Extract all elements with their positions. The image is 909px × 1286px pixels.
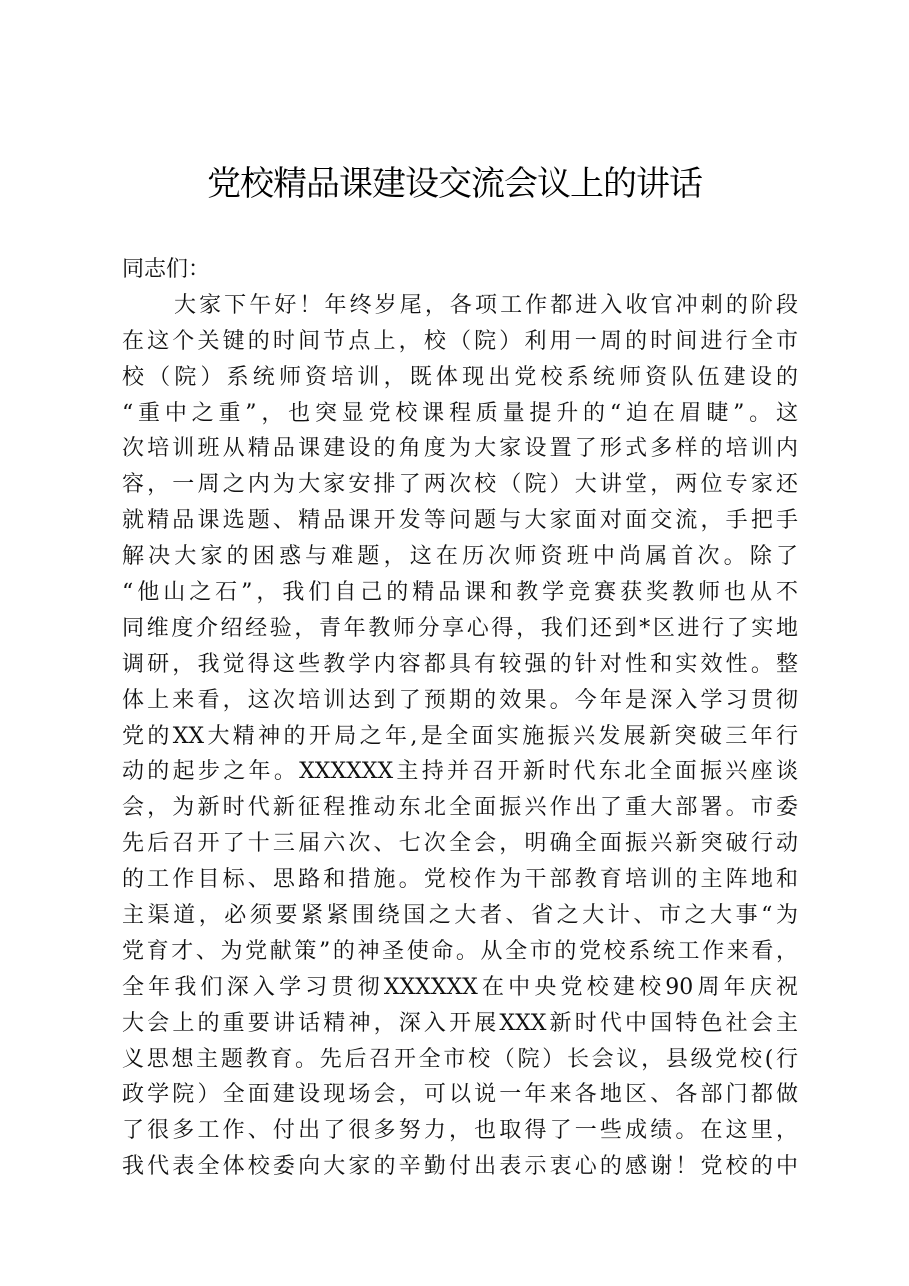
- document-body: [122, 252, 798, 1185]
- paragraph-line: 的工作目标、思路和措施。党校作为干部教育培训的主阵地和: [122, 867, 798, 893]
- salutation: 同志们：: [122, 257, 211, 282]
- paragraph-line: 会，为新时代新征程推动东北全面振兴作出了重大部署。市委: [122, 795, 798, 821]
- paragraph-line: 党育才、为党献策”的神圣使命。从全市的党校系统工作来看，: [122, 938, 798, 964]
- paragraph-line: 体上来看，这次培训达到了预期的效果。今年是深入学习贯彻: [122, 687, 798, 713]
- paragraph-line: 在这个关键的时间节点上，校（院）利用一周的时间进行全市: [122, 328, 798, 354]
- paragraph-line: 大家下午好！年终岁尾，各项工作都进入收官冲刺的阶段: [174, 292, 798, 318]
- paragraph-line: 同维度介绍经验，青年教师分享心得，我们还到*区进行了实地: [122, 615, 798, 641]
- paragraph-line: 政学院）全面建设现场会，可以说一年来各地区、各部门都做: [122, 1082, 798, 1108]
- paragraph-line: 动的起步之年。XXXXXX主持并召开新时代东北全面振兴座谈: [122, 759, 798, 785]
- paragraph-line: 就精品课选题、精品课开发等问题与大家面对面交流，手把手: [122, 508, 798, 534]
- paragraph-line: 次培训班从精品课建设的角度为大家设置了形式多样的培训内: [122, 436, 798, 462]
- document-title: 党校精品课建设交流会议上的讲话: [207, 164, 702, 204]
- paragraph-line: 全年我们深入学习贯彻XXXXXX在中央党校建校90周年庆祝: [122, 974, 798, 1000]
- paragraph-line: 了很多工作、付出了很多努力，也取得了一些成绩。在这里，: [122, 1118, 798, 1144]
- paragraph-line: 义思想主题教育。先后召开全市校（院）长会议，县级党校(行: [122, 1046, 798, 1072]
- paragraph-line: 校（院）系统师资培训，既体现出党校系统师资队伍建设的: [122, 364, 798, 390]
- paragraph-line: 先后召开了十三届六次、七次全会，明确全面振兴新突破行动: [122, 831, 798, 857]
- paragraph-line: “重中之重”，也突显党校课程质量提升的“迫在眉睫”。这: [122, 400, 798, 426]
- paragraph-line: 解决大家的困惑与难题，这在历次师资班中尚属首次。除了: [122, 544, 798, 570]
- paragraph-line: 调研，我觉得这些教学内容都具有较强的针对性和实效性。整: [122, 651, 798, 677]
- paragraph-line: 党的XX大精神的开局之年,是全面实施振兴发展新突破三年行: [122, 723, 798, 749]
- paragraph-line: 大会上的重要讲话精神，深入开展XXX新时代中国特色社会主: [122, 1010, 798, 1036]
- paragraph-line: “他山之石”，我们自己的精品课和教学竞赛获奖教师也从不: [122, 580, 798, 606]
- paragraph-line: 我代表全体校委向大家的辛勤付出表示衷心的感谢！党校的中: [122, 1154, 798, 1180]
- paragraph-line: 容，一周之内为大家安排了两次校（院）大讲堂，两位专家还: [122, 472, 798, 498]
- paragraph-line: 主渠道，必须要紧紧围绕国之大者、省之大计、市之大事“为: [122, 903, 798, 929]
